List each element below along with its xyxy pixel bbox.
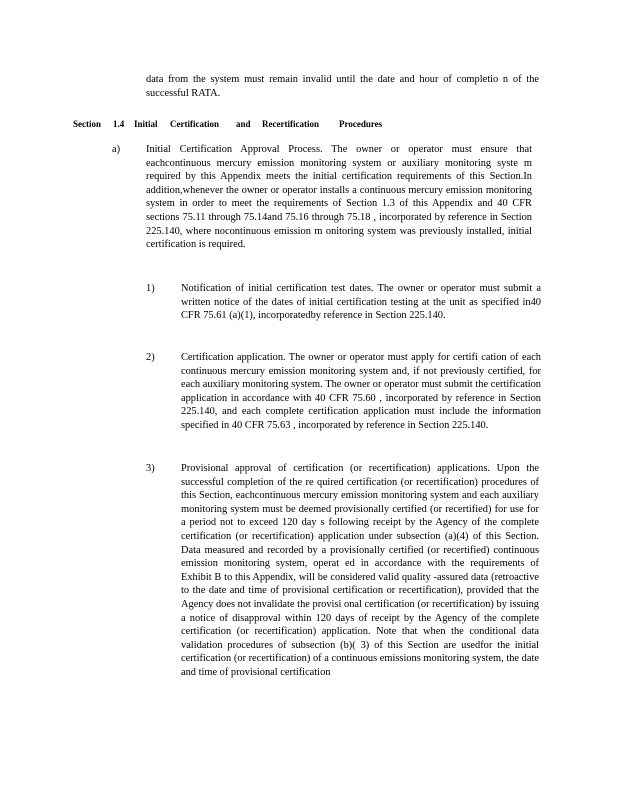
continuation-paragraph: data from the system must remain invalid until the date and hour of completio n of the successful RATA. xyxy=(146,74,539,99)
section-title-word-3: and xyxy=(236,119,251,129)
section-title-word-2: Certification xyxy=(170,119,219,129)
subitem-2-marker: 2) xyxy=(146,352,155,363)
section-title-word-4: Recertification xyxy=(262,119,319,129)
subitem-3-paragraph: Provisional approval of certification (or recertification) applications. Upon the successful completion of the re quired certification (or recertification) procedures of this Section, eachcontinuous mercury emission monitoring system and each auxiliary monitoring system must be deemed provisionally certified (or recertified) for use for a period not to exceed 120 day s following receipt by the Agency of the complete certification (or recertification) application under subsection (a)(4) of this Section. Data measured and recorded by a provisionally certified (or recertified) continuous emission monitoring system, operat ed in accordance with the requirements of Exhibit B to this Appendix, will be considered valid quality -assured data (retroactive to the date and time of provisional certification or recertification), provided that the Agency does not invalidate the provisi onal certification (or recertification) by issuing a notice of disapproval within 120 days of receipt by the Agency of the complete certification (or recertification) application. Note that when the conditional data validation procedures of subsection (b)( 3) of this Section are usedfor the initial certification (or recertification) of a continuous emissions monitoring system, the date and time of provisional certification xyxy=(181,463,539,678)
section-title-word-5: Procedures xyxy=(339,119,383,129)
subitem-1-marker: 1) xyxy=(146,283,155,294)
subitem-3-marker: 3) xyxy=(146,463,155,474)
item-a-paragraph: Initial Certification Approval Process. The owner or operator must ensure that eachcontinuous mercury emission monitoring system or auxiliary monitoring syste m required by this Appendix meets the initial certification requirements of this Section.In addition,whenever the owner or operator installs a continuous mercury emission monitoring system in order to meet the requirements of Section 1.3 of this Appendix and 40 CFR sections 75.11 through 75.14and 75.16 through 75.18 , incorporated by reference in Section 225.140, where nocontinuous emission m onitoring system was previously installed, initial certification is required. xyxy=(146,144,532,251)
section-label: Section xyxy=(73,119,101,129)
subitem-2-paragraph: Certification application. The owner or operator must apply for certifi cation of each continuous mercury emission monitoring system and, if not previously certified, for each auxiliary monitoring system. The owner or operator must submit the certification application in accordance with 40 CFR 75.60 , incorporated by reference in Section 225.140, and each complete certification application must include the information specified in 40 CFR 75.63 , incorporated by reference in Section 225.140. xyxy=(181,352,541,431)
section-title-word-1: Initial xyxy=(134,119,158,129)
section-number: 1.4 xyxy=(113,119,125,129)
item-a-marker: a) xyxy=(112,144,121,155)
subitem-1-paragraph: Notification of initial certification test dates. The owner or operator must submit a written notice of the dates of initial certification testing at the unit as specified in40 CFR 75.61 (a)(1), incorporatedby reference in Section 225.140. xyxy=(181,283,541,322)
